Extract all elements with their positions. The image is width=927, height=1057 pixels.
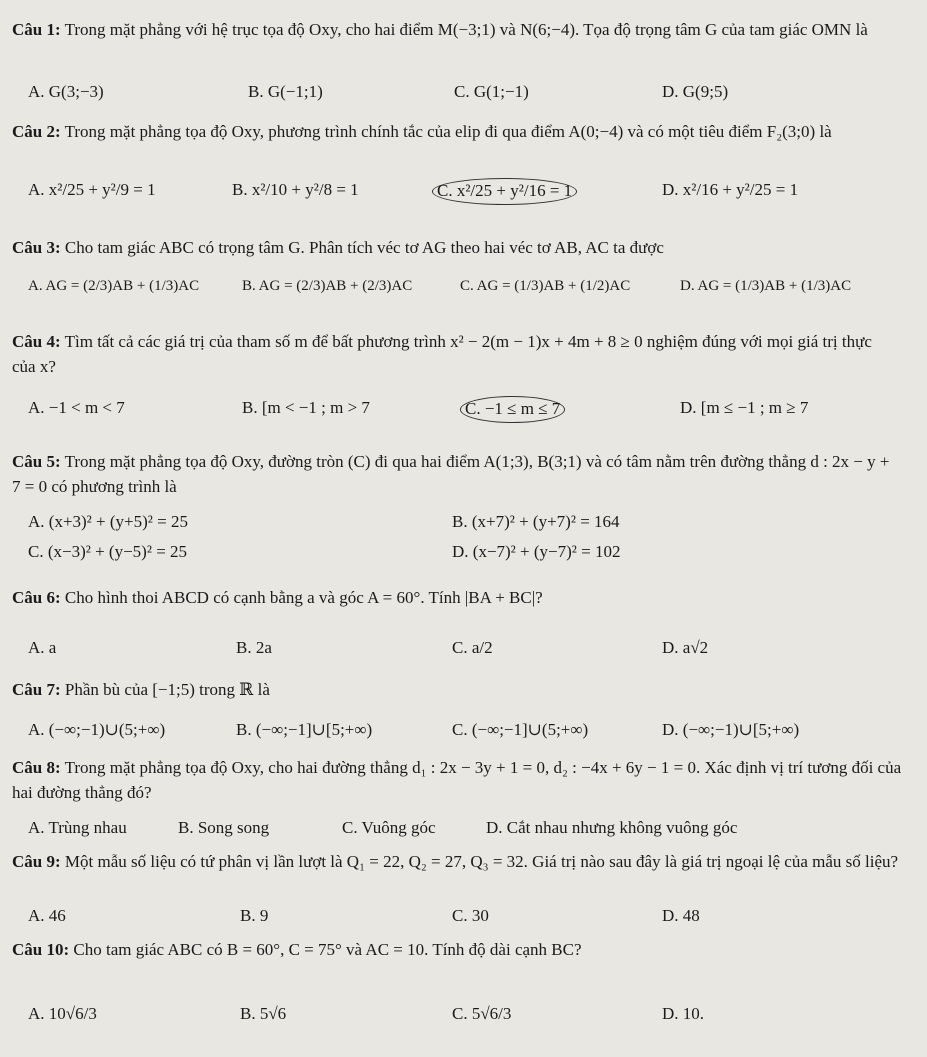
question-6	[12, 586, 915, 657]
question-stem: Phần bù của [−1;5) trong ℝ là	[64, 680, 270, 699]
option-a: A. a	[28, 638, 57, 657]
option-a: A. −1 < m < 7	[28, 398, 125, 417]
option-a: A. Trùng nhau	[28, 818, 127, 837]
question-stem: Trong mặt phẳng tọa độ Oxy, phương trình chính tắc của elip đi qua điểm A(0;−4) và có một tiêu điểm F₂(3;0) là	[64, 122, 832, 141]
option-b: B. G(−1;1)	[248, 82, 323, 101]
question-2	[12, 120, 915, 200]
option-b: B. 2a	[236, 638, 272, 657]
question-7	[12, 678, 915, 739]
option-c: C. (x−3)² + (y−5)² = 25	[28, 542, 188, 561]
option-c: C. AG = (1/3)AB + (1/2)AC	[460, 278, 631, 294]
question-stem: Một mẫu số liệu có tứ phân vị lần lượt là Q₁ = 22, Q₂ = 27, Q₃ = 32. Giá trị nào sau đây là giá trị ngoại lệ của mẫu số liệu?	[64, 852, 899, 871]
option-c: C. G(1;−1)	[454, 82, 529, 101]
option-b: B. (−∞;−1]∪[5;+∞)	[236, 720, 373, 739]
question-5	[12, 450, 915, 561]
question-label: Câu 7:	[12, 680, 61, 699]
option-c	[460, 396, 565, 423]
question-label: Câu 9:	[12, 852, 61, 871]
option-b: B. Song song	[178, 818, 270, 837]
option-b: B. 9	[240, 906, 269, 925]
question-label: Câu 8:	[12, 758, 61, 777]
option-d: D. a√2	[662, 638, 709, 657]
option-a: A. 46	[28, 906, 66, 925]
answer-circle-icon: C. −1 ≤ m ≤ 7	[460, 396, 565, 423]
question-label: Câu 4:	[12, 332, 61, 351]
option-d: D. 10.	[662, 1004, 705, 1023]
option-a: A. x²/25 + y²/9 = 1	[28, 180, 156, 199]
question-stem: Cho tam giác ABC có B = 60°, C = 75° và AC = 10. Tính độ dài cạnh BC?	[73, 940, 582, 959]
option-c: C. 30	[452, 906, 489, 925]
option-d: D. AG = (1/3)AB + (1/3)AC	[680, 278, 852, 294]
option-d: D. (−∞;−1)∪[5;+∞)	[662, 720, 800, 739]
question-stem: Cho hình thoi ABCD có cạnh bằng a và góc A = 60°. Tính |BA + BC|?	[64, 588, 543, 607]
option-d: D. 48	[662, 906, 700, 925]
option-b: B. (x+7)² + (y+7)² = 164	[452, 512, 620, 531]
question-4	[12, 330, 915, 418]
option-a: A. G(3;−3)	[28, 82, 104, 101]
question-stem: Tìm tất cả các giá trị của tham số m để bất phương trình x² − 2(m − 1)x + 4m + 8 ≥ 0 nghiệm đúng với mọi giá trị thực của x?	[12, 332, 872, 376]
question-9	[12, 850, 915, 925]
question-label: Câu 3:	[12, 238, 61, 257]
question-stem: Trong mặt phẳng với hệ trục tọa độ Oxy, cho hai điểm M(−3;1) và N(6;−4). Tọa độ trọng tâm G của tam giác OMN là	[64, 20, 868, 39]
question-stem: Cho tam giác ABC có trọng tâm G. Phân tích véc tơ AG theo hai véc tơ AB, AC ta được	[64, 238, 664, 257]
option-a: A. (−∞;−1)∪(5;+∞)	[28, 720, 166, 739]
option-c: C. Vuông góc	[342, 818, 436, 837]
option-b: B. x²/10 + y²/8 = 1	[232, 180, 359, 199]
option-d: D. x²/16 + y²/25 = 1	[662, 180, 799, 199]
option-d: D. [m ≤ −1 ; m ≥ 7	[680, 398, 809, 417]
question-label: Câu 5:	[12, 452, 61, 471]
option-a: A. 10√6/3	[28, 1004, 97, 1023]
option-b: B. [m < −1 ; m > 7	[242, 398, 370, 417]
option-b: B. 5√6	[240, 1004, 287, 1023]
question-label: Câu 2:	[12, 122, 61, 141]
option-c: C. 5√6/3	[452, 1004, 512, 1023]
question-label: Câu 6:	[12, 588, 61, 607]
question-1	[12, 18, 915, 101]
question-label: Câu 10:	[12, 940, 70, 959]
option-a: A. (x+3)² + (y+5)² = 25	[28, 512, 188, 531]
option-a: A. AG = (2/3)AB + (1/3)AC	[28, 278, 200, 294]
question-stem: Trong mặt phẳng tọa độ Oxy, cho hai đường thẳng d₁ : 2x − 3y + 1 = 0, d₂ : −4x + 6y − 1 = 0. Xác định vị trí tương đối của hai đường thẳng đó?	[12, 758, 902, 802]
option-c: C. a/2	[452, 638, 493, 657]
question-label: Câu 1:	[12, 20, 61, 39]
question-3	[12, 236, 915, 294]
option-c	[432, 178, 577, 205]
option-d: D. (x−7)² + (y−7)² = 102	[452, 542, 621, 561]
question-8	[12, 756, 915, 837]
option-d: D. Cắt nhau nhưng không vuông góc	[486, 818, 738, 837]
question-stem: Trong mặt phẳng tọa độ Oxy, đường tròn (C) đi qua hai điểm A(1;3), B(3;1) và có tâm nằm trên đường thẳng d : 2x − y + 7 = 0 có phương trình là	[12, 452, 890, 496]
answer-circle-icon: C. x²/25 + y²/16 = 1	[432, 178, 577, 205]
question-10	[12, 938, 915, 1023]
option-c: C. (−∞;−1]∪(5;+∞)	[452, 720, 589, 739]
option-b: B. AG = (2/3)AB + (2/3)AC	[242, 278, 413, 294]
option-d: D. G(9;5)	[662, 82, 729, 101]
